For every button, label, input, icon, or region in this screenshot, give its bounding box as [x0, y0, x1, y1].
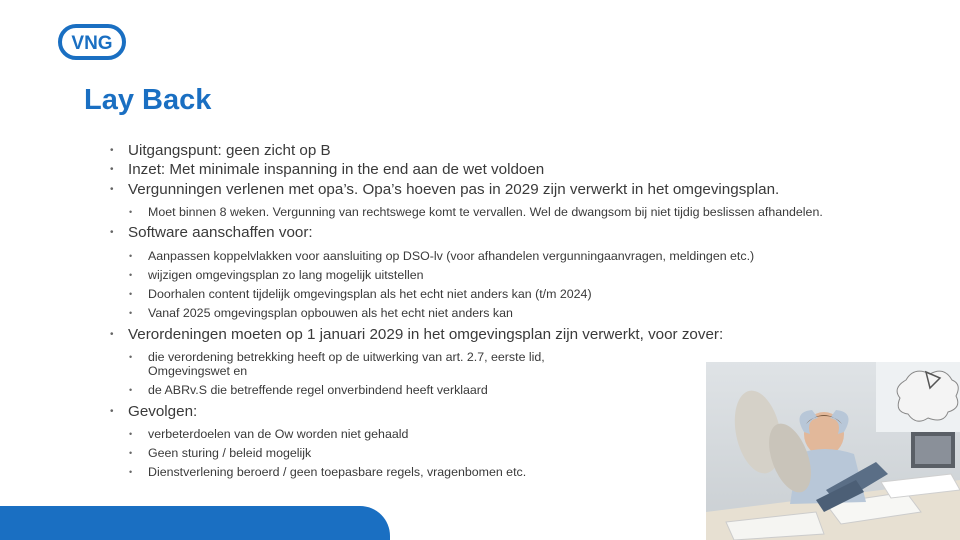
- sub-bullet-item: • wijzigen omgevingsplan zo lang mogelijk uitstellen: [110, 268, 840, 282]
- sub-bullet-item: • Geen sturing / beleid mogelijk: [110, 446, 840, 460]
- footer-accent-shape: [0, 506, 390, 540]
- vng-logo-text: VNG: [71, 33, 113, 54]
- sub-bullet-item: • de ABRv.S die betreffende regel onverbindend heeft verklaard: [110, 383, 840, 397]
- vng-logo: [58, 24, 126, 60]
- sub-bullet-item: • Aanpassen koppelvlakken voor aansluiting op DSO-lv (voor afhandelen vergunningaanvragen, meldingen etc.): [110, 249, 840, 263]
- sub-bullet-item: • verbeterdoelen van de Ow worden niet gehaald: [110, 427, 840, 441]
- bullet-item: • Gevolgen:: [110, 402, 840, 421]
- sub-bullet-item: • Moet binnen 8 weken. Vergunning van rechtswege komt te vervallen. Wel de dwangsom bij niet tijdig beslissen afhandelen.: [110, 205, 840, 219]
- sub-bullet-item: • die verordening betrekking heeft op de uitwerking van art. 2.7, eerste lid, Omgevingswet en: [110, 350, 588, 378]
- relaxing-man-photo: [706, 362, 960, 540]
- bullet-item: • Uitgangspunt: geen zicht op B: [110, 141, 840, 160]
- slide-title: Lay Back: [84, 84, 212, 116]
- bullet-item: • Software aanschaffen voor:: [110, 223, 840, 242]
- bullet-item: • Inzet: Met minimale inspanning in the end aan de wet voldoen: [110, 160, 840, 179]
- bullet-item: • Verordeningen moeten op 1 januari 2029 in het omgevingsplan zijn verwerkt, voor zover:: [110, 325, 840, 344]
- sub-bullet-item: • Dienstverlening beroerd / geen toepasbare regels, vragenbomen etc.: [110, 465, 840, 479]
- sub-bullet-item: • Vanaf 2025 omgevingsplan opbouwen als het echt niet anders kan: [110, 306, 840, 320]
- bullet-item: • Vergunningen verlenen met opa’s. Opa’s hoeven pas in 2029 zijn verwerkt in het omgevingsplan.: [110, 180, 840, 199]
- sub-bullet-item: • Doorhalen content tijdelijk omgevingsplan als het echt niet anders kan (t/m 2024): [110, 287, 840, 301]
